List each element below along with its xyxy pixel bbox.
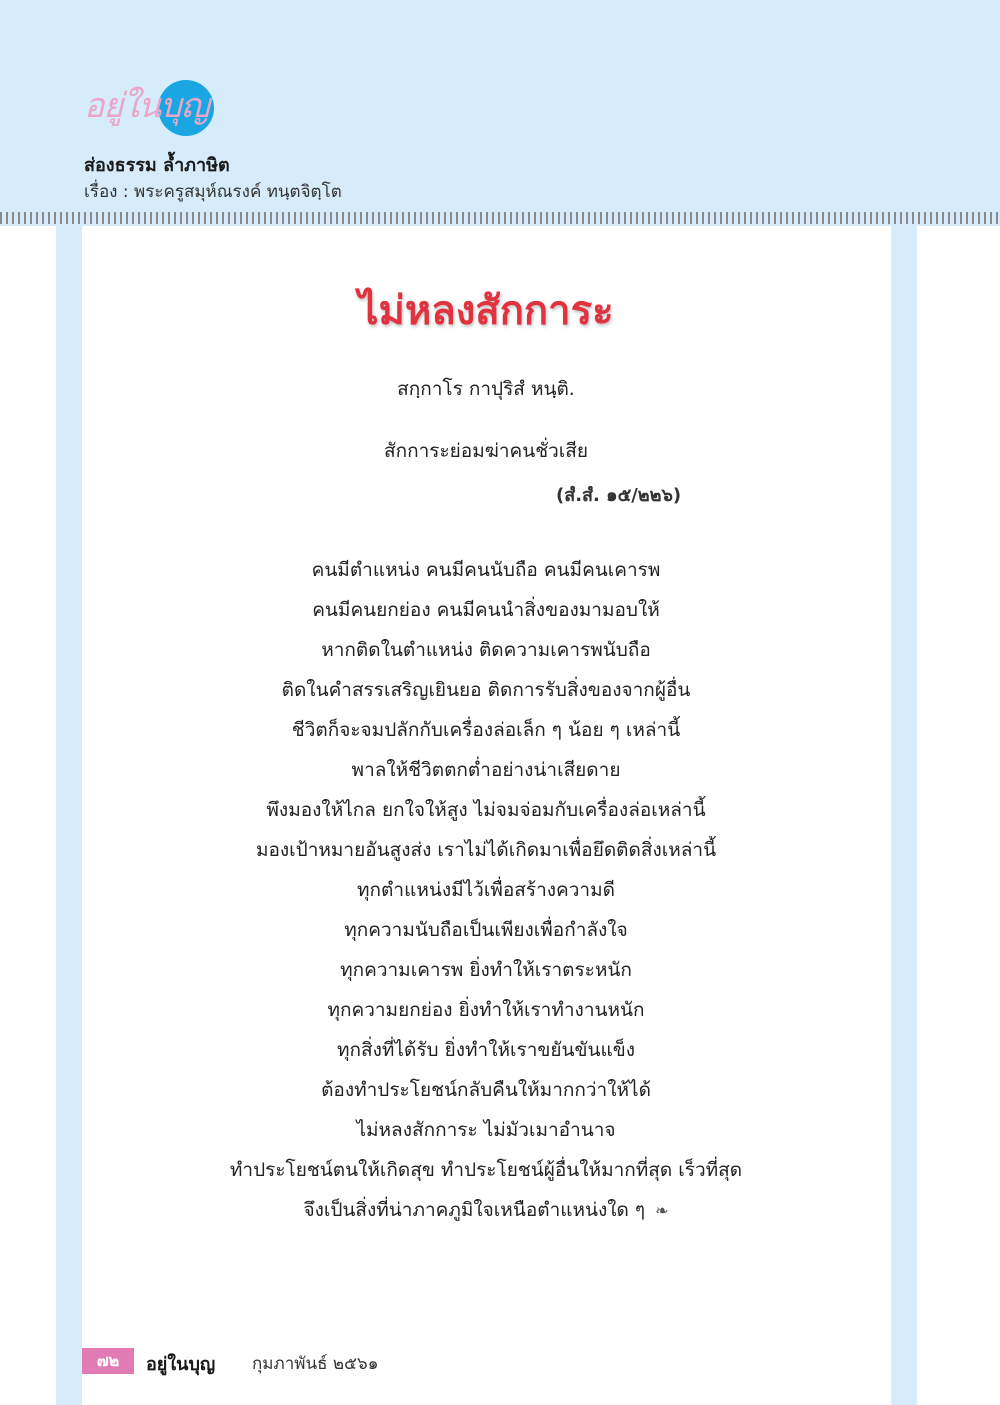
poem-line: ทุกความนับถือเป็นเพียงเพื่อกำลังใจ: [344, 919, 628, 941]
poem-line: คนมีคนยกย่อง คนมีคนนำสิ่งของมามอบให้: [312, 599, 660, 621]
poem-line: ทุกความยกย่อง ยิ่งทำให้เราทำงานหนัก: [327, 999, 645, 1021]
poem-line: ทำประโยชน์ตนให้เกิดสุข ทำประโยชน์ผู้อื่นให้มากที่สุด เร็วที่สุด: [229, 1159, 743, 1181]
poem-line: หากติดในตำแหน่ง ติดความเคารพนับถือ: [321, 639, 651, 661]
magazine-logo: [84, 76, 224, 146]
poem-line: คนมีตำแหน่ง คนมีคนนับถือ คนมีคนเคารพ: [311, 559, 661, 581]
page-number-badge: ๗๒: [82, 1348, 134, 1374]
poem-line: มองเป้าหมายอันสูงส่ง เราไม่ได้เกิดมาเพื่อยึดติดสิ่งเหล่านี้: [255, 839, 717, 861]
header-band: [0, 0, 1000, 210]
leaf-icon: ❧: [655, 1201, 669, 1220]
poem-line: ชีวิตก็จะจมปลักกับเครื่องล่อเล็ก ๆ น้อย ๆ เหล่านี้: [291, 719, 681, 741]
poem-line: ทุกตำแหน่งมีไว้เพื่อสร้างความดี: [357, 879, 615, 901]
ruler-divider: [0, 212, 1000, 224]
issue-date: กุมภาพันธ์ ๒๕๖๑: [252, 1354, 379, 1374]
scripture-reference: (สํ.สํ. ๑๕/๒๒๖): [556, 485, 682, 506]
poem-line-last: [150, 1192, 822, 1232]
poem-line: พาลให้ชีวิตตกต่ำอย่างน่าเสียดาย: [351, 759, 621, 781]
poem-line: ทุกสิ่งที่ได้รับ ยิ่งทำให้เราขยันขันแข็ง: [337, 1039, 635, 1061]
poem-line: ทุกความเคารพ ยิ่งทำให้เราตระหนัก: [340, 959, 632, 981]
column-title: ส่องธรรม ล้ำภาษิต: [84, 155, 230, 176]
poem-line: ต้องทำประโยชน์กลับคืนให้มากกว่าให้ได้: [321, 1079, 651, 1101]
logo-text: อยู่ในบุญ: [84, 86, 209, 126]
poem-body: [150, 552, 822, 1232]
author-line: เรื่อง : พระครูสมุห์ณรงค์ ทนฺตจิตฺโต: [84, 182, 342, 202]
poem-line: ไม่หลงสักการะ ไม่มัวเมาอำนาจ: [356, 1119, 616, 1141]
article-title: ไม่หลงสักการะ: [358, 288, 614, 334]
poem-line: พึงมองให้ไกล ยกใจให้สูง ไม่จมจ่อมกับเครื่องล่อเหล่านี้: [266, 799, 706, 821]
magazine-name: อยู่ในบุญ: [146, 1354, 216, 1375]
pali-verse: สกฺกาโร กาปุริสํ หนฺติ.: [397, 378, 575, 400]
poem-line: ติดในคำสรรเสริญเยินยอ ติดการรับสิ่งของจากผู้อื่น: [281, 679, 691, 701]
poem-line-text: จึงเป็นสิ่งที่น่าภาคภูมิใจเหนือตำแหน่งใด ๆ: [303, 1199, 646, 1221]
verse-translation: สักการะย่อมฆ่าคนชั่วเสีย: [383, 440, 588, 462]
